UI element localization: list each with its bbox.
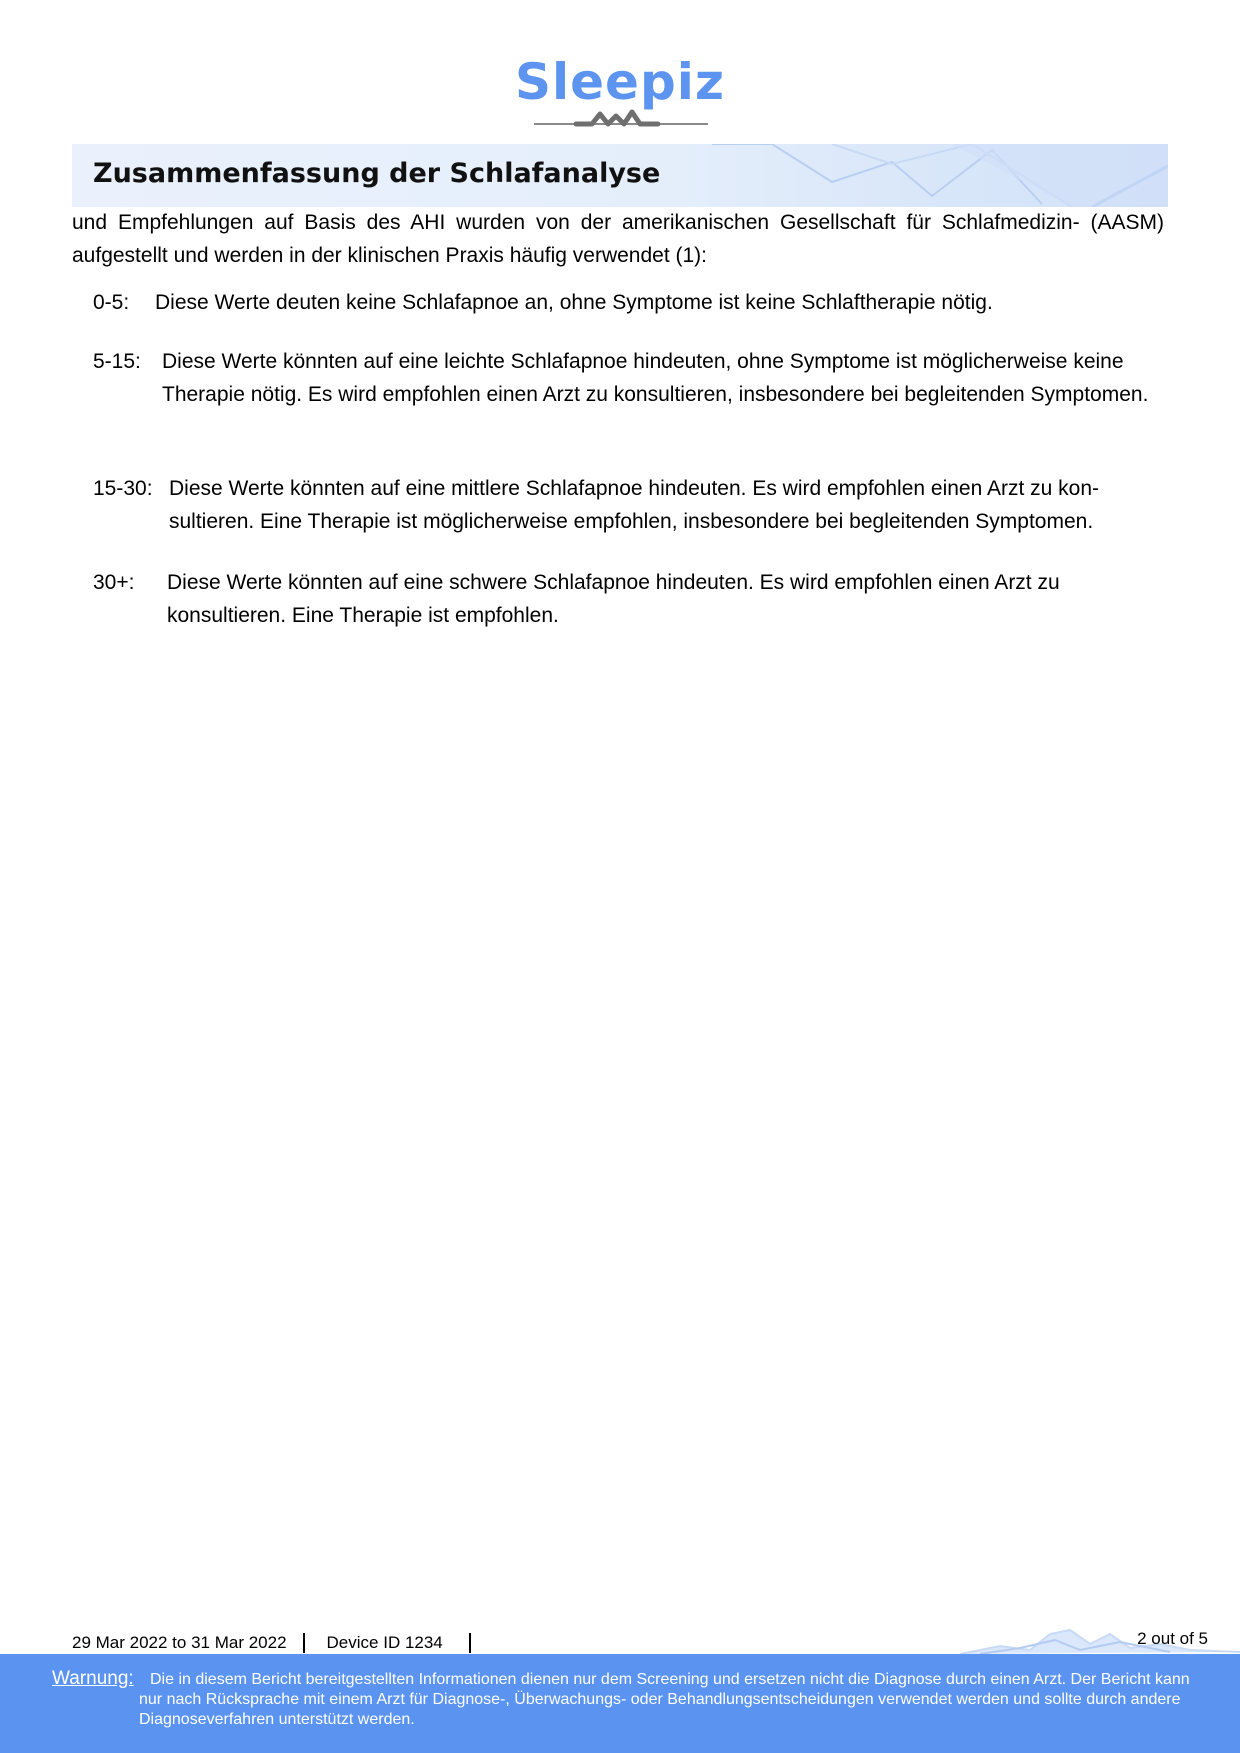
- section-header-band: [72, 144, 1168, 207]
- page-number: 2 out of 5: [1137, 1629, 1208, 1648]
- ahi-range-description: Diese Werte könnten auf eine mittlere Schlafapnoe hindeuten. Es wird empfohlen einen Arzt zu kon-sultieren. Eine Therapie ist möglicherweise empfohlen, insbesondere bei begleitenden Symptomen.: [169, 477, 1099, 533]
- device-id: Device ID 1234: [326, 1633, 443, 1652]
- ahi-range-label: 15-30:: [93, 477, 153, 500]
- intro-paragraph: und Empfehlungen auf Basis des AHI wurden von der amerikanischen Gesellschaft für Schlafmedizin- (AASM) aufgestellt und werden in der klinischen Praxis häufig verwendet (1):: [72, 211, 1164, 267]
- warning-text: Die in diesem Bericht bereitgestellten Informationen dienen nur dem Screening und ersetzen nicht die Diagnose durch einen Arzt. Der Bericht kann nur nach Rücksprache mit einem Arzt für Diagnose-, Überwachungs- oder Behandlungsentscheidungen verwendet werden und sollte durch andere Diagnoseverfahren unterstützt werden.: [139, 1671, 1190, 1728]
- ahi-range-description: Diese Werte könnten auf eine schwere Schlafapnoe hindeuten. Es wird empfohlen einen Arzt zu konsultieren. Eine Therapie ist empfohlen.: [167, 571, 1060, 627]
- meta-divider: [469, 1633, 471, 1653]
- ahi-range-description: Diese Werte könnten auf eine leichte Schlafapnoe hindeuten, ohne Symptome ist möglicherweise keine Therapie nötig. Es wird empfohlen einen Arzt zu konsultieren, insbesondere bei begleitenden Symptomen.: [162, 350, 1149, 406]
- ahi-range-label: 5-15:: [93, 350, 141, 373]
- ahi-range-description: Diese Werte deuten keine Schlafapnoe an, ohne Symptome ist keine Schlaftherapie nötig.: [155, 291, 993, 314]
- warning-label: Warnung:: [52, 1668, 134, 1689]
- ahi-range-label: 30+:: [93, 571, 135, 594]
- logo-wordmark: Sleepiz: [514, 53, 725, 111]
- ahi-range-item: [93, 566, 1173, 632]
- sleepiz-logo: [508, 54, 732, 132]
- report-meta: [72, 1631, 471, 1655]
- ahi-range-item: [93, 345, 1173, 411]
- heartbeat-wave-icon: [508, 102, 732, 132]
- warning-banner: [0, 1654, 1240, 1753]
- page-title: Zusammenfassung der Schlafanalyse: [93, 158, 661, 189]
- ahi-range-item: [93, 472, 1173, 538]
- meta-divider: [303, 1633, 305, 1653]
- date-range: 29 Mar 2022 to 31 Mar 2022: [72, 1633, 287, 1652]
- ahi-range-item: [93, 286, 1173, 319]
- ahi-range-label: 0-5:: [93, 291, 130, 314]
